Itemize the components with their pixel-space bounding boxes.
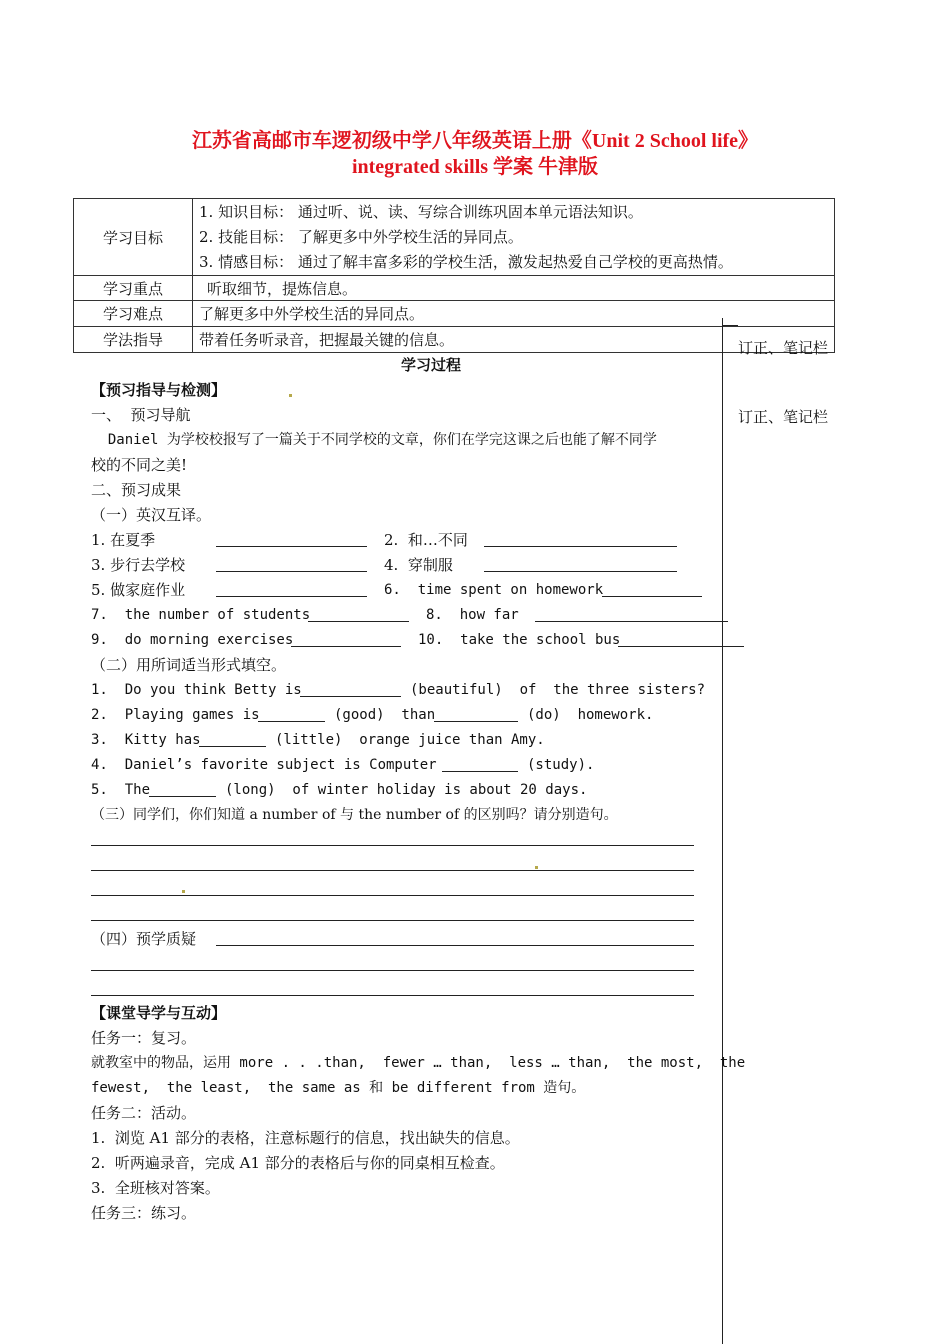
fill-2-a: 2. Playing games is [91,707,260,723]
translate-item-7: 7. the number of students [91,607,311,623]
translate-item-4: 4. 穿制服 [384,556,453,574]
process-title: 学习过程 [400,356,461,374]
margin-divider [722,318,723,1344]
fill-5-a: 5. The [91,782,151,798]
sentence-heading: （三）同学们，你们知道 a number of 与 the number of 的区别吗？请分别造句。 [91,807,618,823]
difficulty-value: 了解更多中外学校生活的异同点。 [193,301,835,327]
task-1-text-2: fewest, the least, the same as 和 be different from 造句。 [91,1080,586,1096]
task-1-text-1: 就教室中的物品，运用 more . . .than, fewer … than, less … than, the most, the [91,1055,746,1071]
sentence-line-2[interactable] [91,870,694,871]
translate-item-6: 6. time spent on homework [384,582,604,598]
translate-item-9: 9. do morning exercises [91,632,294,648]
answer-blank-6[interactable] [602,596,702,597]
task-2: 任务二：活动。 [91,1104,197,1122]
preview-sec2: 二、预习成果 [91,481,182,499]
speck-dot [182,890,185,893]
difficulty-label: 学习难点 [74,301,193,327]
fill-blank-3[interactable] [199,746,266,747]
task-2-step-3: 3. 全班核对答案。 [91,1179,220,1197]
sentence-line-4[interactable] [91,920,694,921]
fill-4-b: (study). [527,757,595,773]
speck-dot [289,394,292,397]
answer-blank-5[interactable] [216,596,367,597]
fill-blank-2a[interactable] [258,721,325,722]
class-heading: 【课堂导学与互动】 [91,1004,227,1022]
preview-intro-1: Daniel 为学校校报写了一篇关于不同学校的文章，你们在学完这课之后也能了解不同学 [91,432,657,448]
answer-blank-9[interactable] [291,646,401,647]
translate-item-5: 5. 做家庭作业 [91,581,186,599]
task-2-step-2: 2. 听两遍录音，完成 A1 部分的表格后与你的同桌相互检查。 [91,1154,505,1172]
speck-dot [535,866,538,869]
method-label: 学法指导 [74,327,193,353]
fill-heading: （二）用所词适当形式填空。 [91,656,287,674]
question-line-1[interactable] [216,945,694,946]
answer-blank-7[interactable] [308,621,409,622]
task-1: 任务一：复习。 [91,1029,197,1047]
task-2-step-1: 1. 浏览 A1 部分的表格，注意标题行的信息，找出缺失的信息。 [91,1129,520,1147]
goal-1: 1. 知识目标： 通过听、说、读、写综合训练巩固本单元语法知识。 [199,202,643,221]
question-line-2[interactable] [91,970,694,971]
fill-blank-5[interactable] [149,796,216,797]
answer-blank-10[interactable] [618,646,744,647]
side-note-1: 订正、笔记栏 [738,339,829,357]
sentence-line-3[interactable] [91,895,694,896]
fill-blank-4[interactable] [442,771,518,772]
info-table [73,198,835,353]
question-line-3[interactable] [91,995,694,996]
answer-blank-1[interactable] [216,546,367,547]
preview-heading: 【预习指导与检测】 [91,381,227,399]
doc-title-line2: integrated skills 学案 牛津版 [351,156,599,178]
fill-4-a: 4. Daniel’s favorite subject is Computer [91,757,437,773]
preview-sec1: 一、 预习导航 [91,406,191,424]
question-heading: （四）预学质疑 [91,930,197,948]
fill-1-b: (beautiful) of the three sisters? [410,682,706,698]
doc-title-line1: 江苏省高邮市车逻初级中学八年级英语上册《Unit 2 School life》 [191,130,759,152]
fill-3-a: 3. Kitty has [91,732,201,748]
goals-cell [193,199,835,276]
sentence-line-1[interactable] [91,845,694,846]
margin-tick [722,325,738,326]
key-value: 听取细节，提炼信息。 [193,276,835,301]
side-note-2: 订正、笔记栏 [738,408,829,426]
goal-2: 2. 技能目标： 了解更多中外学校生活的异同点。 [199,227,523,246]
method-value: 带着任务听录音，把握最关键的信息。 [193,327,835,353]
fill-blank-1[interactable] [300,696,401,697]
answer-blank-4[interactable] [484,571,677,572]
task-3: 任务三：练习。 [91,1204,197,1222]
answer-blank-8[interactable] [535,621,728,622]
translate-item-2: 2. 和…不同 [384,531,468,549]
preview-intro-2: 校的不同之美! [91,456,188,474]
translate-item-1: 1. 在夏季 [91,531,156,549]
fill-2-b: (good) than [334,707,436,723]
goal-3: 3. 情感目标： 通过了解丰富多彩的学校生活，激发起热爱自己学校的更高热情。 [199,252,733,271]
translate-item-10: 10. take the school bus [418,632,621,648]
fill-5-b: (long) of winter holiday is about 20 days. [225,782,588,798]
fill-blank-2b[interactable] [434,721,518,722]
fill-1-a: 1. Do you think Betty is [91,682,302,698]
answer-blank-2[interactable] [484,546,677,547]
translate-heading: （一）英汉互译。 [91,506,212,524]
translate-item-3: 3. 步行去学校 [91,556,186,574]
fill-2-c: (do) homework. [527,707,654,723]
key-label: 学习重点 [74,276,193,301]
goals-label: 学习目标 [74,199,193,276]
fill-3-b: (little) orange juice than Amy. [275,732,545,748]
translate-item-8: 8. how far [426,607,519,623]
answer-blank-3[interactable] [216,571,367,572]
